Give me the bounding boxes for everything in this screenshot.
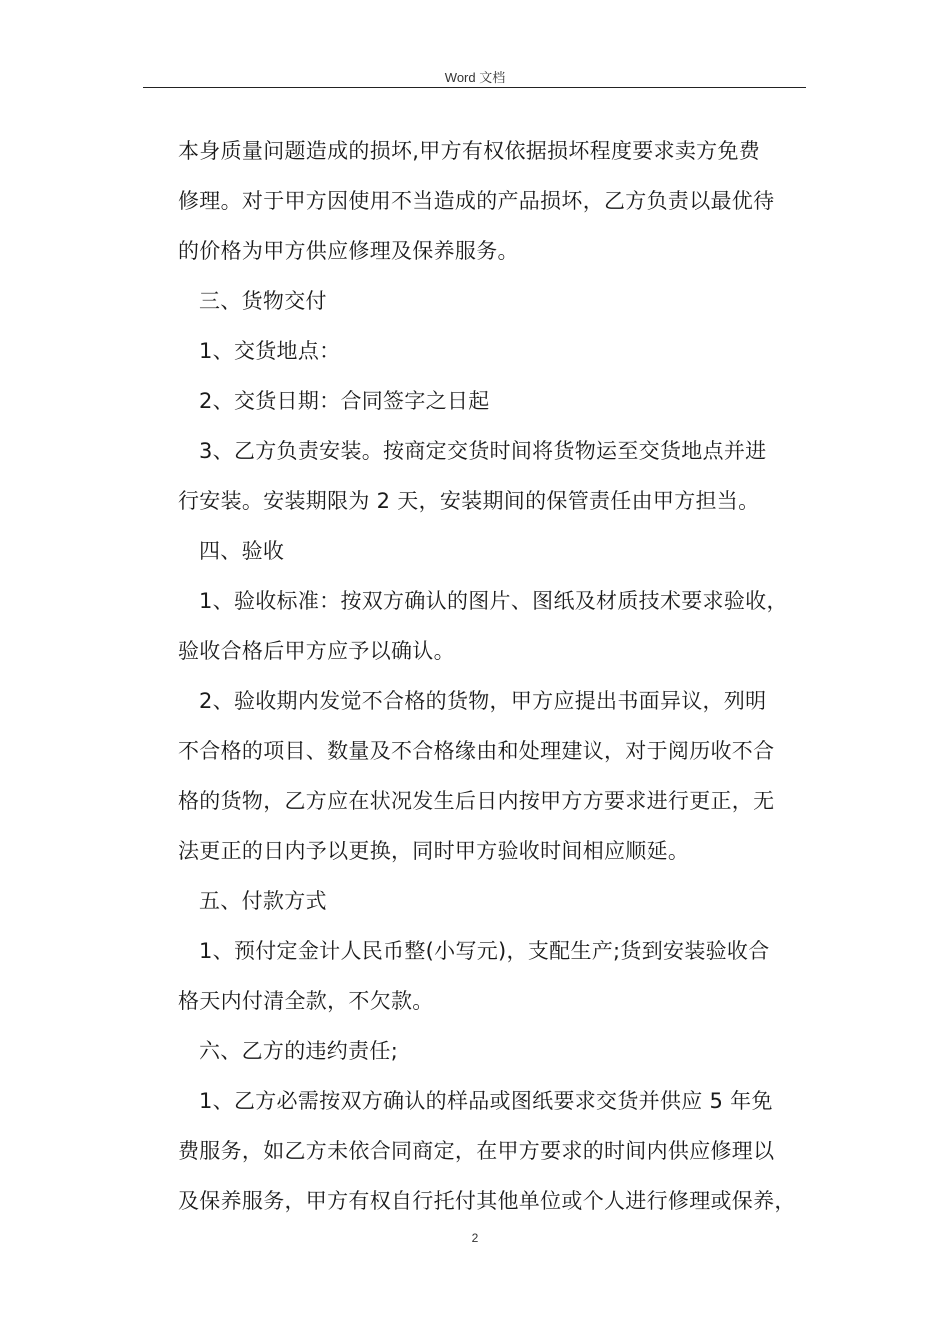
body-line: 3、乙方负责安装。按商定交货时间将货物运至交货地点并进 xyxy=(199,439,767,463)
body-line: 2、交货日期：合同签字之日起 xyxy=(199,389,490,413)
section-heading: 四、验收 xyxy=(199,539,285,563)
body-line: 费服务，如乙方未依合同商定，在甲方要求的时间内供应修理以 xyxy=(178,1139,775,1163)
body-line: 2、验收期内发觉不合格的货物，甲方应提出书面异议，列明 xyxy=(199,689,767,713)
body-line: 1、交货地点： xyxy=(199,339,341,363)
body-line: 1、乙方必需按双方确认的样品或图纸要求交货并供应 5 年免 xyxy=(199,1089,773,1113)
body-line: 1、预付定金计人民币整(小写元)，支配生产;货到安装验收合 xyxy=(199,939,770,963)
page-header: Word 文档 xyxy=(444,70,506,85)
header-divider xyxy=(143,87,806,88)
body-line: 格的货物，乙方应在状况发生后日内按甲方方要求进行更正，无 xyxy=(178,789,775,813)
body-line: 及保养服务，甲方有权自行托付其他单位或个人进行修理或保养， xyxy=(178,1189,796,1213)
body-line: 行安装。安装期限为 2 天，安装期间的保管责任由甲方担当。 xyxy=(178,489,760,513)
body-line: 1、验收标准：按双方确认的图片、图纸及材质技术要求验收， xyxy=(199,589,788,613)
section-heading: 六、乙方的违约责任; xyxy=(199,1039,399,1063)
body-line: 本身质量问题造成的损坏,甲方有权依据损坏程度要求卖方免费 xyxy=(178,139,761,163)
body-line: 的价格为甲方供应修理及保养服务。 xyxy=(178,239,519,263)
section-heading: 三、货物交付 xyxy=(199,289,327,313)
body-line: 修理。对于甲方因使用不当造成的产品损坏，乙方负责以最优待 xyxy=(178,189,775,213)
page-number: 2 xyxy=(471,1231,479,1245)
body-line: 验收合格后甲方应予以确认。 xyxy=(178,639,455,663)
body-line: 法更正的日内予以更换，同时甲方验收时间相应顺延。 xyxy=(178,839,690,863)
document-body xyxy=(178,126,808,1226)
section-heading: 五、付款方式 xyxy=(199,889,327,913)
body-line: 格天内付清全款，不欠款。 xyxy=(178,989,434,1013)
body-line: 不合格的项目、数量及不合格缘由和处理建议，对于阅历收不合 xyxy=(178,739,775,763)
